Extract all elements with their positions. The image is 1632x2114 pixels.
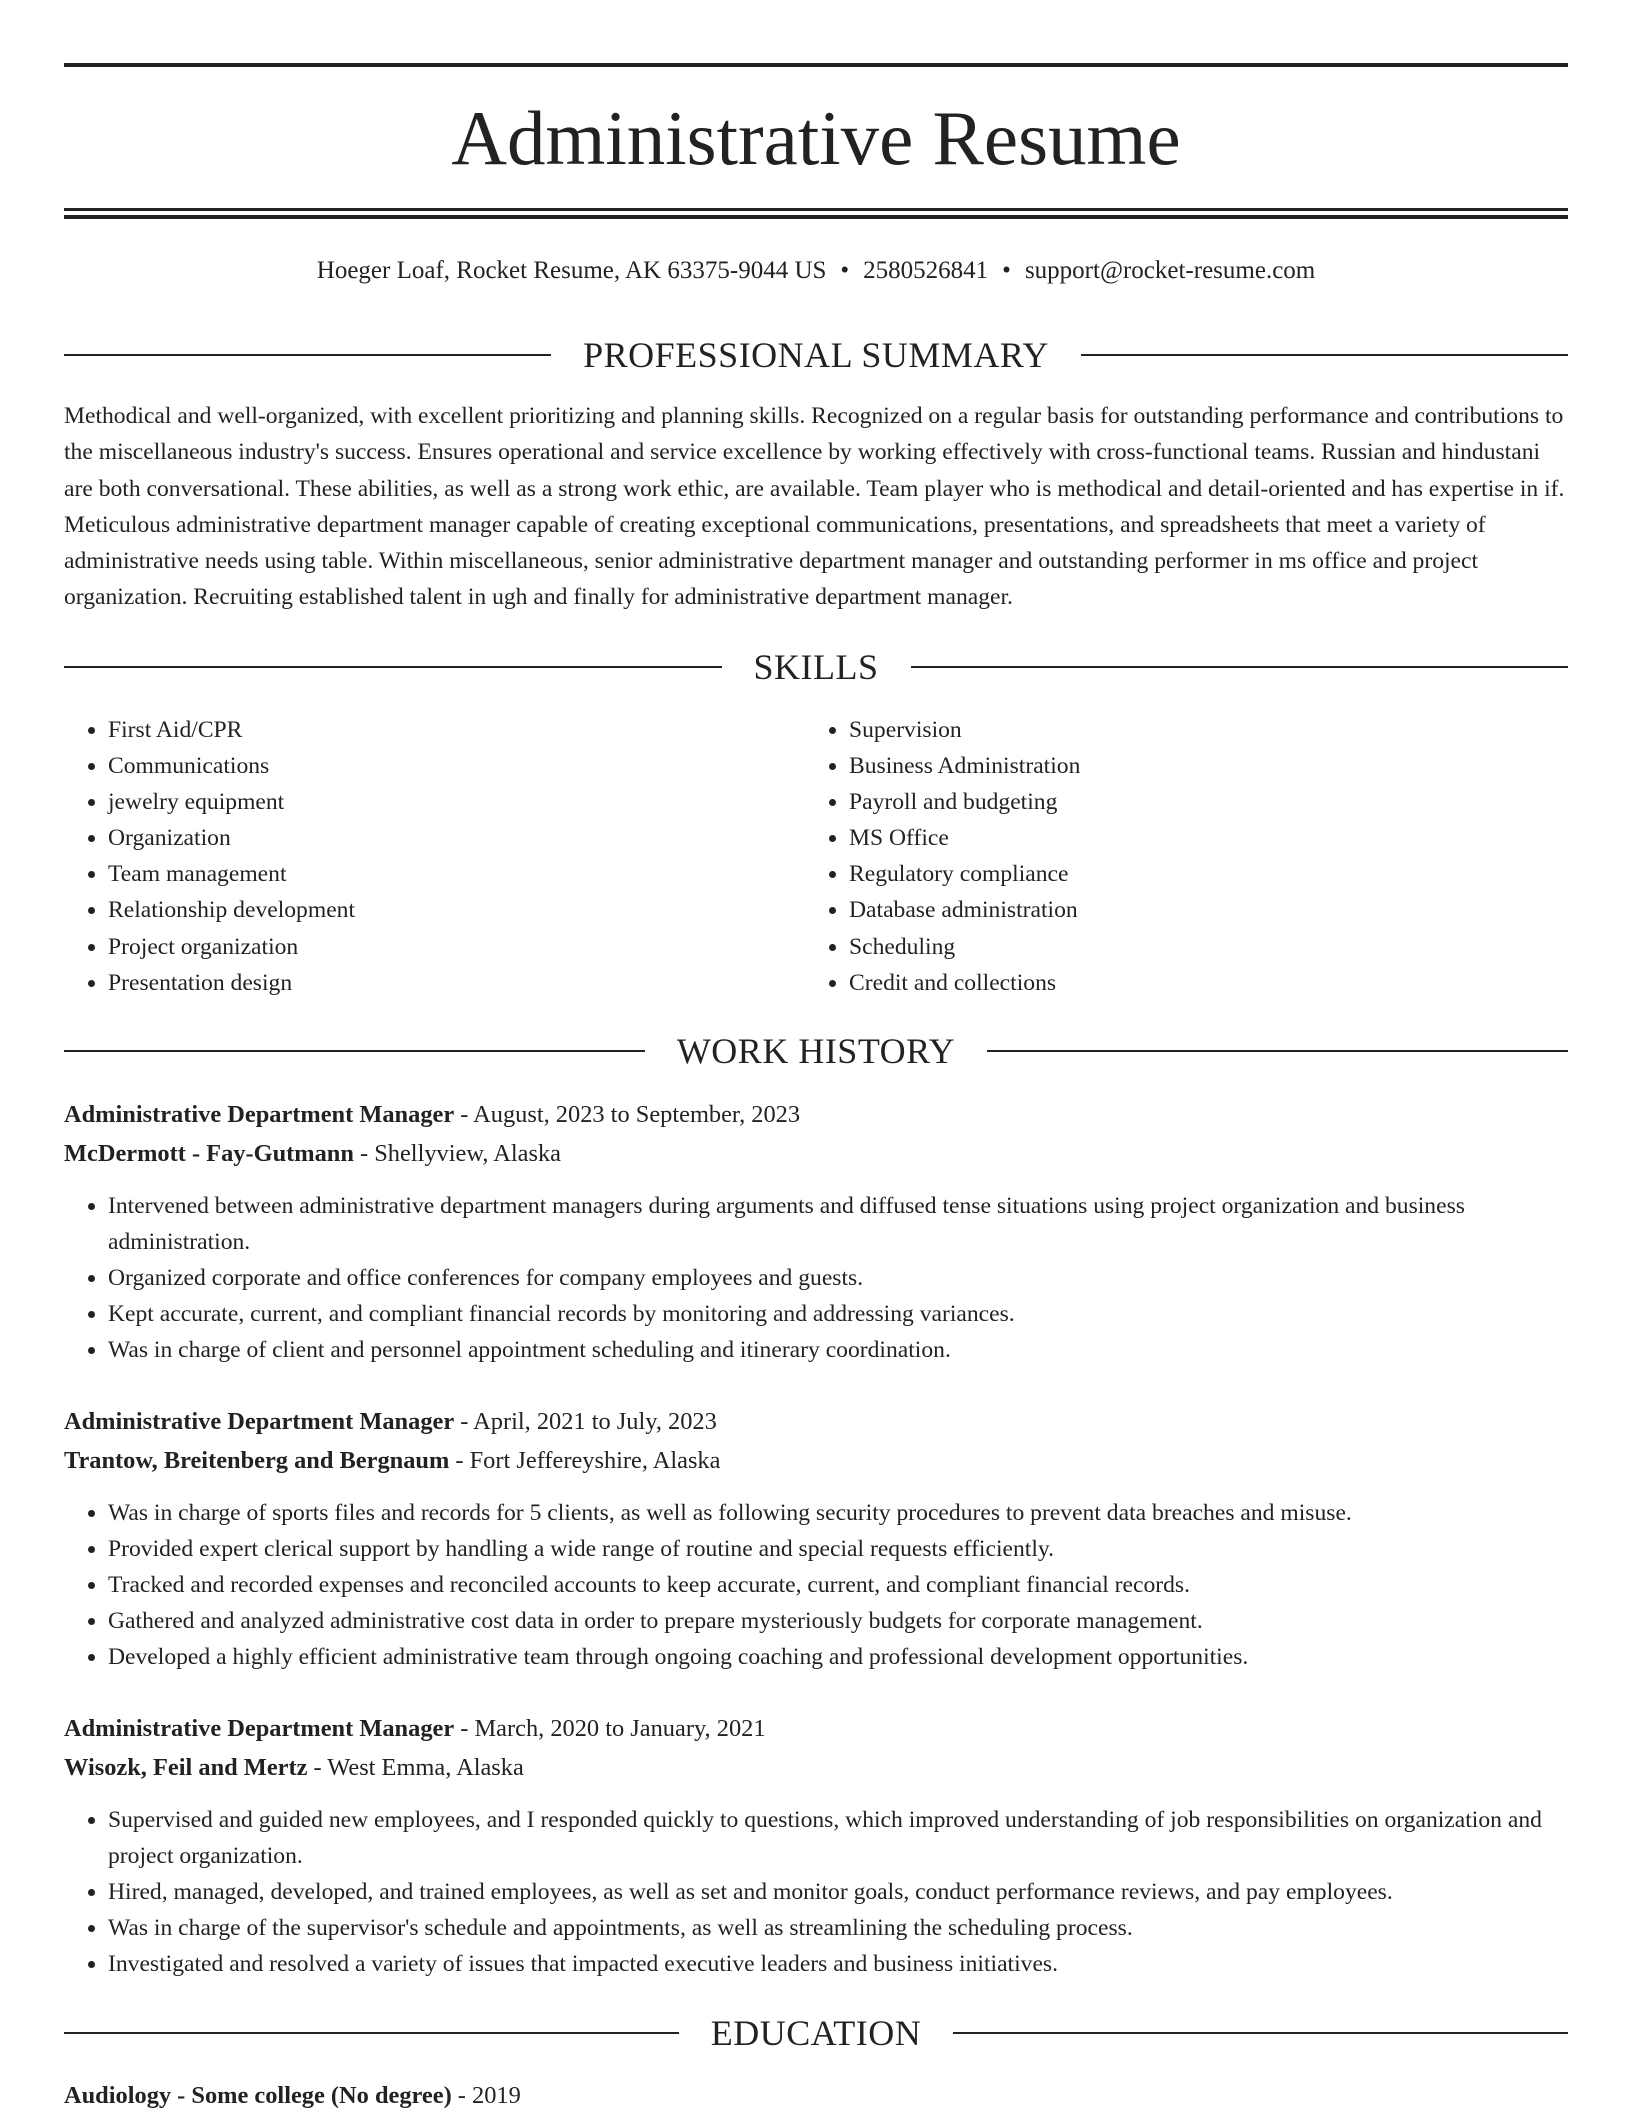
job-company-line	[64, 1135, 1568, 1174]
job-title: Administrative Department Manager	[64, 1101, 455, 1128]
section-rule	[911, 666, 1569, 668]
skill-item: • Business Administration	[849, 748, 1549, 784]
job-title-line	[64, 1710, 1568, 1749]
job-bullet: • Developed a highly efficient administrative team through ongoing coaching and professional development opportunities.	[108, 1639, 1568, 1675]
job-bullet: • Was in charge of client and personnel appointment scheduling and itinerary coordination.	[108, 1332, 1568, 1368]
job-bullet: • Organized corporate and office conferences for company employees and guests.	[108, 1260, 1568, 1296]
title-rule-lower	[64, 215, 1568, 219]
job-title: Administrative Department Manager	[64, 1715, 455, 1742]
job-title-line	[64, 1403, 1568, 1442]
section-rule	[64, 354, 551, 356]
job-bullet: • Supervised and guided new employees, and I responded quickly to questions, which improved understanding of job responsibilities on organization and project organization.	[108, 1802, 1568, 1874]
job-bullet: • Tracked and recorded expenses and reconciled accounts to keep accurate, current, and compliant financial records.	[108, 1567, 1568, 1603]
section-header-work-history	[64, 1029, 1568, 1073]
job-entry	[64, 1403, 1568, 1675]
job-bullet: • Intervened between administrative department managers during arguments and diffused tense situations using project organization and business administration.	[108, 1188, 1568, 1260]
job-entry	[64, 1096, 1568, 1368]
skills-column-right	[806, 712, 1549, 1001]
skill-item: • Project organization	[108, 929, 806, 965]
job-bullet: • Gathered and analyzed administrative cost data in order to prepare mysteriously budgets for corporate management.	[108, 1603, 1568, 1639]
job-location: - Fort Jeffereyshire, Alaska	[449, 1446, 721, 1474]
section-title: WORK HISTORY	[676, 1031, 956, 1071]
section-title: PROFESSIONAL SUMMARY	[583, 335, 1049, 375]
job-bullet: • Hired, managed, developed, and trained employees, as well as set and monitor goals, conduct performance reviews, and pay employees.	[108, 1874, 1568, 1910]
contact-separator: •	[840, 257, 850, 284]
job-dates: - April, 2021 to July, 2023	[454, 1408, 717, 1435]
job-title: Administrative Department Manager	[64, 1408, 455, 1435]
job-bullet: • Was in charge of the supervisor's schedule and appointments, as well as streamlining the scheduling process.	[108, 1910, 1568, 1946]
skill-item: • Credit and collections	[849, 965, 1549, 1001]
contact-separator: •	[1002, 257, 1011, 284]
job-bullet: • Provided expert clerical support by handling a wide range of routine and special requests efficiently.	[108, 1531, 1568, 1567]
section-rule	[1081, 354, 1568, 356]
skill-item: • Team management	[108, 856, 806, 892]
professional-summary-text: Methodical and well-organized, with excellent prioritizing and planning skills. Recognized on a regular basis for outstanding performance and contributions to the miscellaneous industry's success. Ensures operational and service excellence by working effectively with cross-functional teams. Russian and hindustani are both conversational. These abilities, as well as a strong work ethic, are available. Team player who is methodical and detail-oriented and has expertise in if. Meticulous administrative department manager capable of creating exceptional communications, presentations, and spreadsheets that meet a variety of administrative needs using table. Within miscellaneous, senior administrative department manager and outstanding performer in ms office and project organization. Recruiting established talent in ugh and finally for administrative department manager.	[64, 403, 1565, 611]
job-location: - West Emma, Alaska	[307, 1753, 524, 1781]
skill-item: • Presentation design	[108, 965, 806, 1001]
education-entry	[64, 2078, 1568, 2114]
section-header-skills	[64, 645, 1568, 689]
job-location: - Shellyview, Alaska	[353, 1139, 561, 1167]
education-degree: Audiology - Some college (No degree)	[64, 2082, 452, 2109]
contact-phone: 2580526841	[863, 257, 989, 284]
skill-item: • jewelry equipment	[108, 784, 806, 820]
contact-address: Hoeger Loaf, Rocket Resume, AK 63375-9044 US	[316, 257, 827, 284]
skill-item: • Scheduling	[849, 929, 1549, 965]
education-year: - 2019	[451, 2082, 521, 2109]
top-rule	[64, 63, 1568, 67]
skill-item: • Communications	[108, 748, 806, 784]
job-company: Trantow, Breitenberg and Bergnaum	[64, 1446, 450, 1474]
job-company: Wisozk, Feil and Mertz	[64, 1753, 308, 1781]
section-header-education	[64, 2011, 1568, 2055]
title-rule-upper	[64, 208, 1568, 211]
section-rule	[953, 2032, 1568, 2034]
job-bullets	[64, 1802, 1568, 1982]
job-entry	[64, 1710, 1568, 1982]
skills-column-left	[64, 712, 806, 1001]
contact-line	[64, 253, 1568, 289]
contact-email: support@rocket-resume.com	[1024, 257, 1316, 284]
skill-item: • First Aid/CPR	[108, 712, 806, 748]
section-rule	[64, 666, 722, 668]
skill-item: • Organization	[108, 820, 806, 856]
job-bullets	[64, 1188, 1568, 1368]
job-company-line	[64, 1442, 1568, 1481]
job-company-line	[64, 1749, 1568, 1788]
skill-item: • MS Office	[849, 820, 1549, 856]
skill-item: • Database administration	[849, 892, 1549, 928]
job-company: McDermott - Fay-Gutmann	[64, 1139, 354, 1167]
job-dates: - March, 2020 to January, 2021	[454, 1715, 766, 1742]
job-bullet: • Was in charge of sports files and records for 5 clients, as well as following security procedures to prevent data breaches and misuse.	[108, 1495, 1568, 1531]
job-title-line	[64, 1096, 1568, 1135]
job-bullet: • Investigated and resolved a variety of issues that impacted executive leaders and business initiatives.	[108, 1946, 1568, 1982]
resume-title: Administrative Resume	[451, 95, 1181, 181]
section-title: SKILLS	[753, 647, 879, 687]
job-bullets	[64, 1495, 1568, 1675]
skill-item: • Supervision	[849, 712, 1549, 748]
job-dates: - August, 2023 to September, 2023	[454, 1101, 801, 1128]
section-rule	[64, 1050, 645, 1052]
job-bullet: • Kept accurate, current, and compliant financial records by monitoring and addressing variances.	[108, 1296, 1568, 1332]
skill-item: • Payroll and budgeting	[849, 784, 1549, 820]
skill-item: • Regulatory compliance	[849, 856, 1549, 892]
skills-list	[64, 712, 1568, 1001]
section-rule	[64, 2032, 679, 2034]
section-header-summary	[64, 333, 1568, 377]
section-title: EDUCATION	[710, 2013, 922, 2053]
skill-item: • Relationship development	[108, 892, 806, 928]
section-rule	[987, 1050, 1568, 1052]
